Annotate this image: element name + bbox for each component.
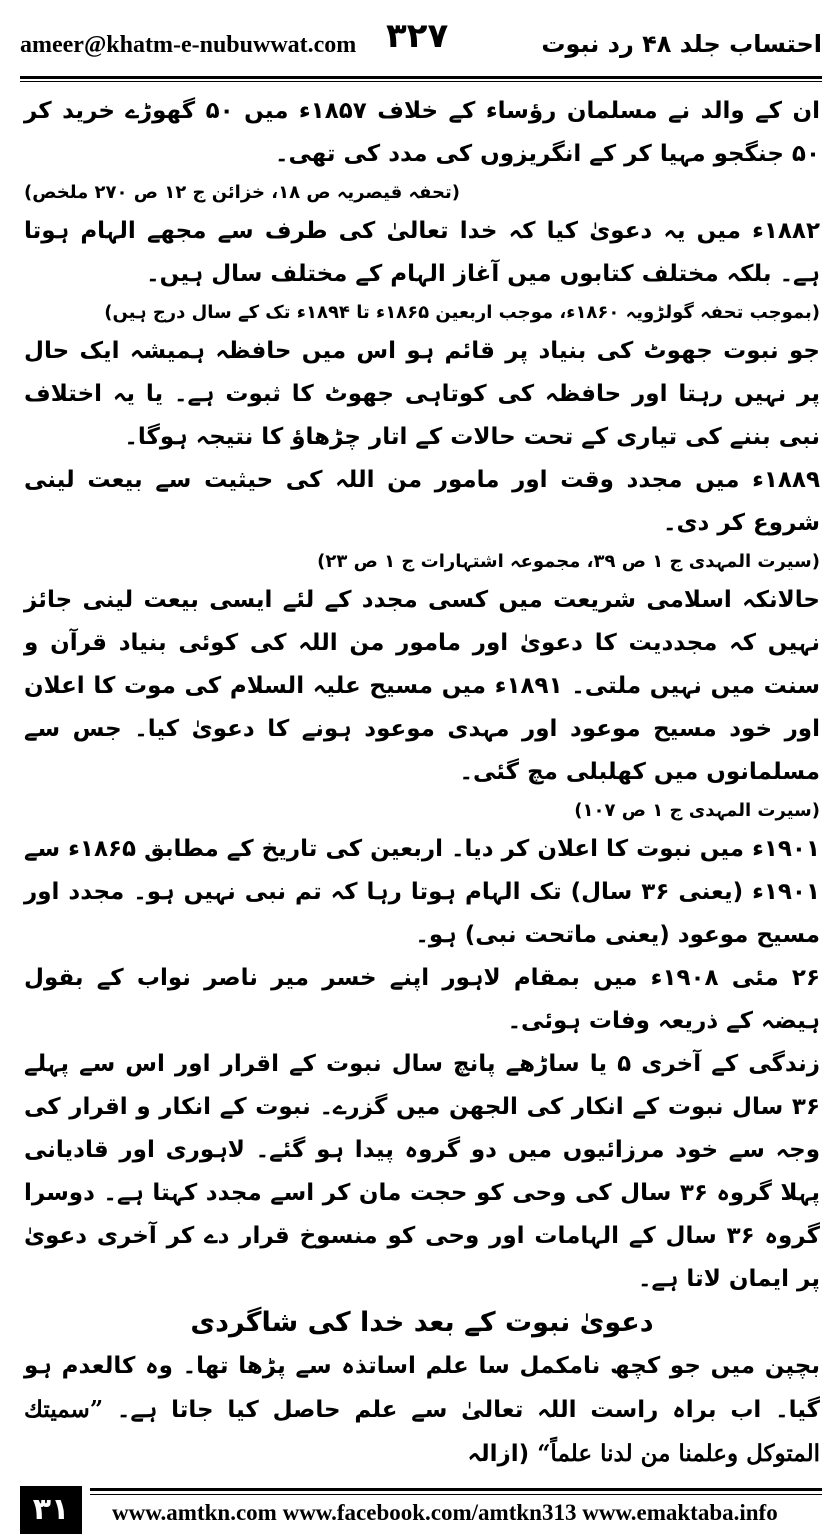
reference-tohfa-qaisariya: (تحفہ قیصریہ ص ۱۸، خزائن ج ۱۲ ص ۲۷۰ ملخص) bbox=[24, 182, 460, 203]
header-book-title: احتساب جلد ۴۸ رد نبوت bbox=[541, 30, 822, 58]
paragraph-ilham-1882: ۱۸۸۲ء میں یہ دعویٰ کیا کہ خدا تعالیٰ کی طرف سے مجھے الہام ہوتا ہے۔ بلکہ مختلف کتابوں میں آغاز الہام کے مختلف سال ہیں۔ bbox=[24, 218, 820, 287]
header-page-number: ۳۲۷ bbox=[386, 16, 449, 56]
footer-divider-thick bbox=[90, 1488, 822, 1491]
paragraph-divine-tutelage-ref: (ازالہ bbox=[467, 1441, 530, 1467]
footer-website-links: www.amtkn.com www.facebook.com/amtkn313 www.emaktaba.info bbox=[112, 1500, 778, 1525]
page-footer bbox=[20, 1486, 822, 1536]
paragraph-bayat-1889: ۱۸۸۹ء میں مجدد وقت اور مامور من اللہ کی حیثیت سے بیعت لینی شروع کر دی۔ bbox=[24, 467, 820, 536]
reference-seerat-mahdi-107: (سیرت المہدی ج ۱ ص ۱۰۷) bbox=[574, 800, 820, 821]
header-divider-thick bbox=[20, 76, 822, 79]
paragraph-two-groups: زندگی کے آخری ۵ یا ساڑھے پانچ سال نبوت کے اقرار اور اس سے پہلے ۳۶ سال نبوت کے انکار کی الجھن میں گزرے۔ نبوت کے انکار و اقرار کی وجہ سے خود مرزائیوں میں دو گروہ پیدا ہو گئے۔ لاہوری اور قادیانی پہلا گروہ ۳۶ سال کی وحی کو حجت مان کر اسے مجدد کہتا ہے۔ دوسرا گروہ ۳۶ سال کے الہامات اور وحی کو منسوخ قرار دے کر آخری دعویٰ پر ایمان لاتا ہے۔ bbox=[24, 1051, 821, 1292]
footer-page-box: ۳۱ bbox=[20, 1486, 82, 1534]
reference-tohfa-golarwiya: (بموجب تحفہ گولڑویہ ۱۸۶۰ء، موجب اربعین ۱۸۶۵ء تا ۱۸۹۴ء تک کے سال درج ہیں) bbox=[104, 302, 820, 323]
paragraph-divine-tutelage-text: بچپن میں جو کچھ نامکمل سا علم اساتذہ سے پڑھا تھا۔ وہ کالعدم ہو گیا۔ اب براہ راست اللہ تعالیٰ سے علم حاصل کیا جاتا ہے۔ bbox=[24, 1353, 820, 1423]
page-body bbox=[24, 90, 820, 1476]
paragraph-prophethood-1901: ۱۹۰۱ء میں نبوت کا اعلان کر دیا۔ اربعین کی تاریخ کے مطابق ۱۸۶۵ء سے ۱۹۰۱ء (یعنی ۳۶ سال) تک الہام ہوتا رہا کہ تم نبی نہیں ہو۔ مجدد اور مسیح موعود (یعنی ماتحت نبی) ہو۔ bbox=[24, 836, 821, 948]
paragraph-memory-contradiction: جو نبوت جھوٹ کی بنیاد پر قائم ہو اس میں حافظہ ہمیشہ ایک حال پر نہیں رہتا اور حافظہ کی کوتاہی جھوٹ کا ثبوت ہے۔ یا یہ اختلاف نبی بننے کی تیاری کے تحت حالات کے اتار چڑھاؤ کا نتیجہ ہوگا۔ bbox=[24, 338, 820, 450]
paragraph-divine-tutelage bbox=[24, 1345, 820, 1476]
arabic-quote: ”سمیتك المتوکل وعلمنا من لدنا علماً“ bbox=[24, 1396, 820, 1467]
header-email: ameer@khatm-e-nubuwwat.com bbox=[20, 32, 357, 58]
section-heading: دعویٰ نبوت کے بعد خدا کی شاگردی bbox=[190, 1307, 654, 1338]
paragraph-death-1908: ۲۶ مئی ۱۹۰۸ء میں بمقام لاہور اپنے خسر میر ناصر نواب کے بقول ہیضہ کے ذریعہ وفات ہوئی۔ bbox=[24, 965, 820, 1034]
paragraph-sharia-bayat: حالانکہ اسلامی شریعت میں کسی مجدد کے لئے ایسی بیعت لینی جائز نہیں کہ مجددیت کا دعویٰ اور مامور من اللہ کی کوئی بنیاد قرآن و سنت میں نہیں ملتی۔ ۱۸۹۱ء میں مسیح علیہ السلام کی موت کا اعلان اور خود مسیح موعود اور مہدی موعود ہونے کا دعویٰ کیا۔ جس سے مسلمانوں میں کھلبلی مچ گئی۔ bbox=[24, 587, 820, 785]
page-header bbox=[20, 10, 822, 70]
reference-seerat-mahdi-39: (سیرت المہدی ج ۱ ص ۳۹، مجموعہ اشتہارات ج ۱ ص ۲۳) bbox=[317, 551, 820, 572]
footer-divider-thin bbox=[90, 1494, 822, 1495]
header-divider-thin bbox=[20, 81, 822, 82]
paragraph-father-1857: ان کے والد نے مسلمان رؤساء کے خلاف ۱۸۵۷ء میں ۵۰ گھوڑے خرید کر ۵۰ جنگجو مہیا کر کے انگریزوں کی مدد کی تھی۔ bbox=[24, 98, 820, 167]
